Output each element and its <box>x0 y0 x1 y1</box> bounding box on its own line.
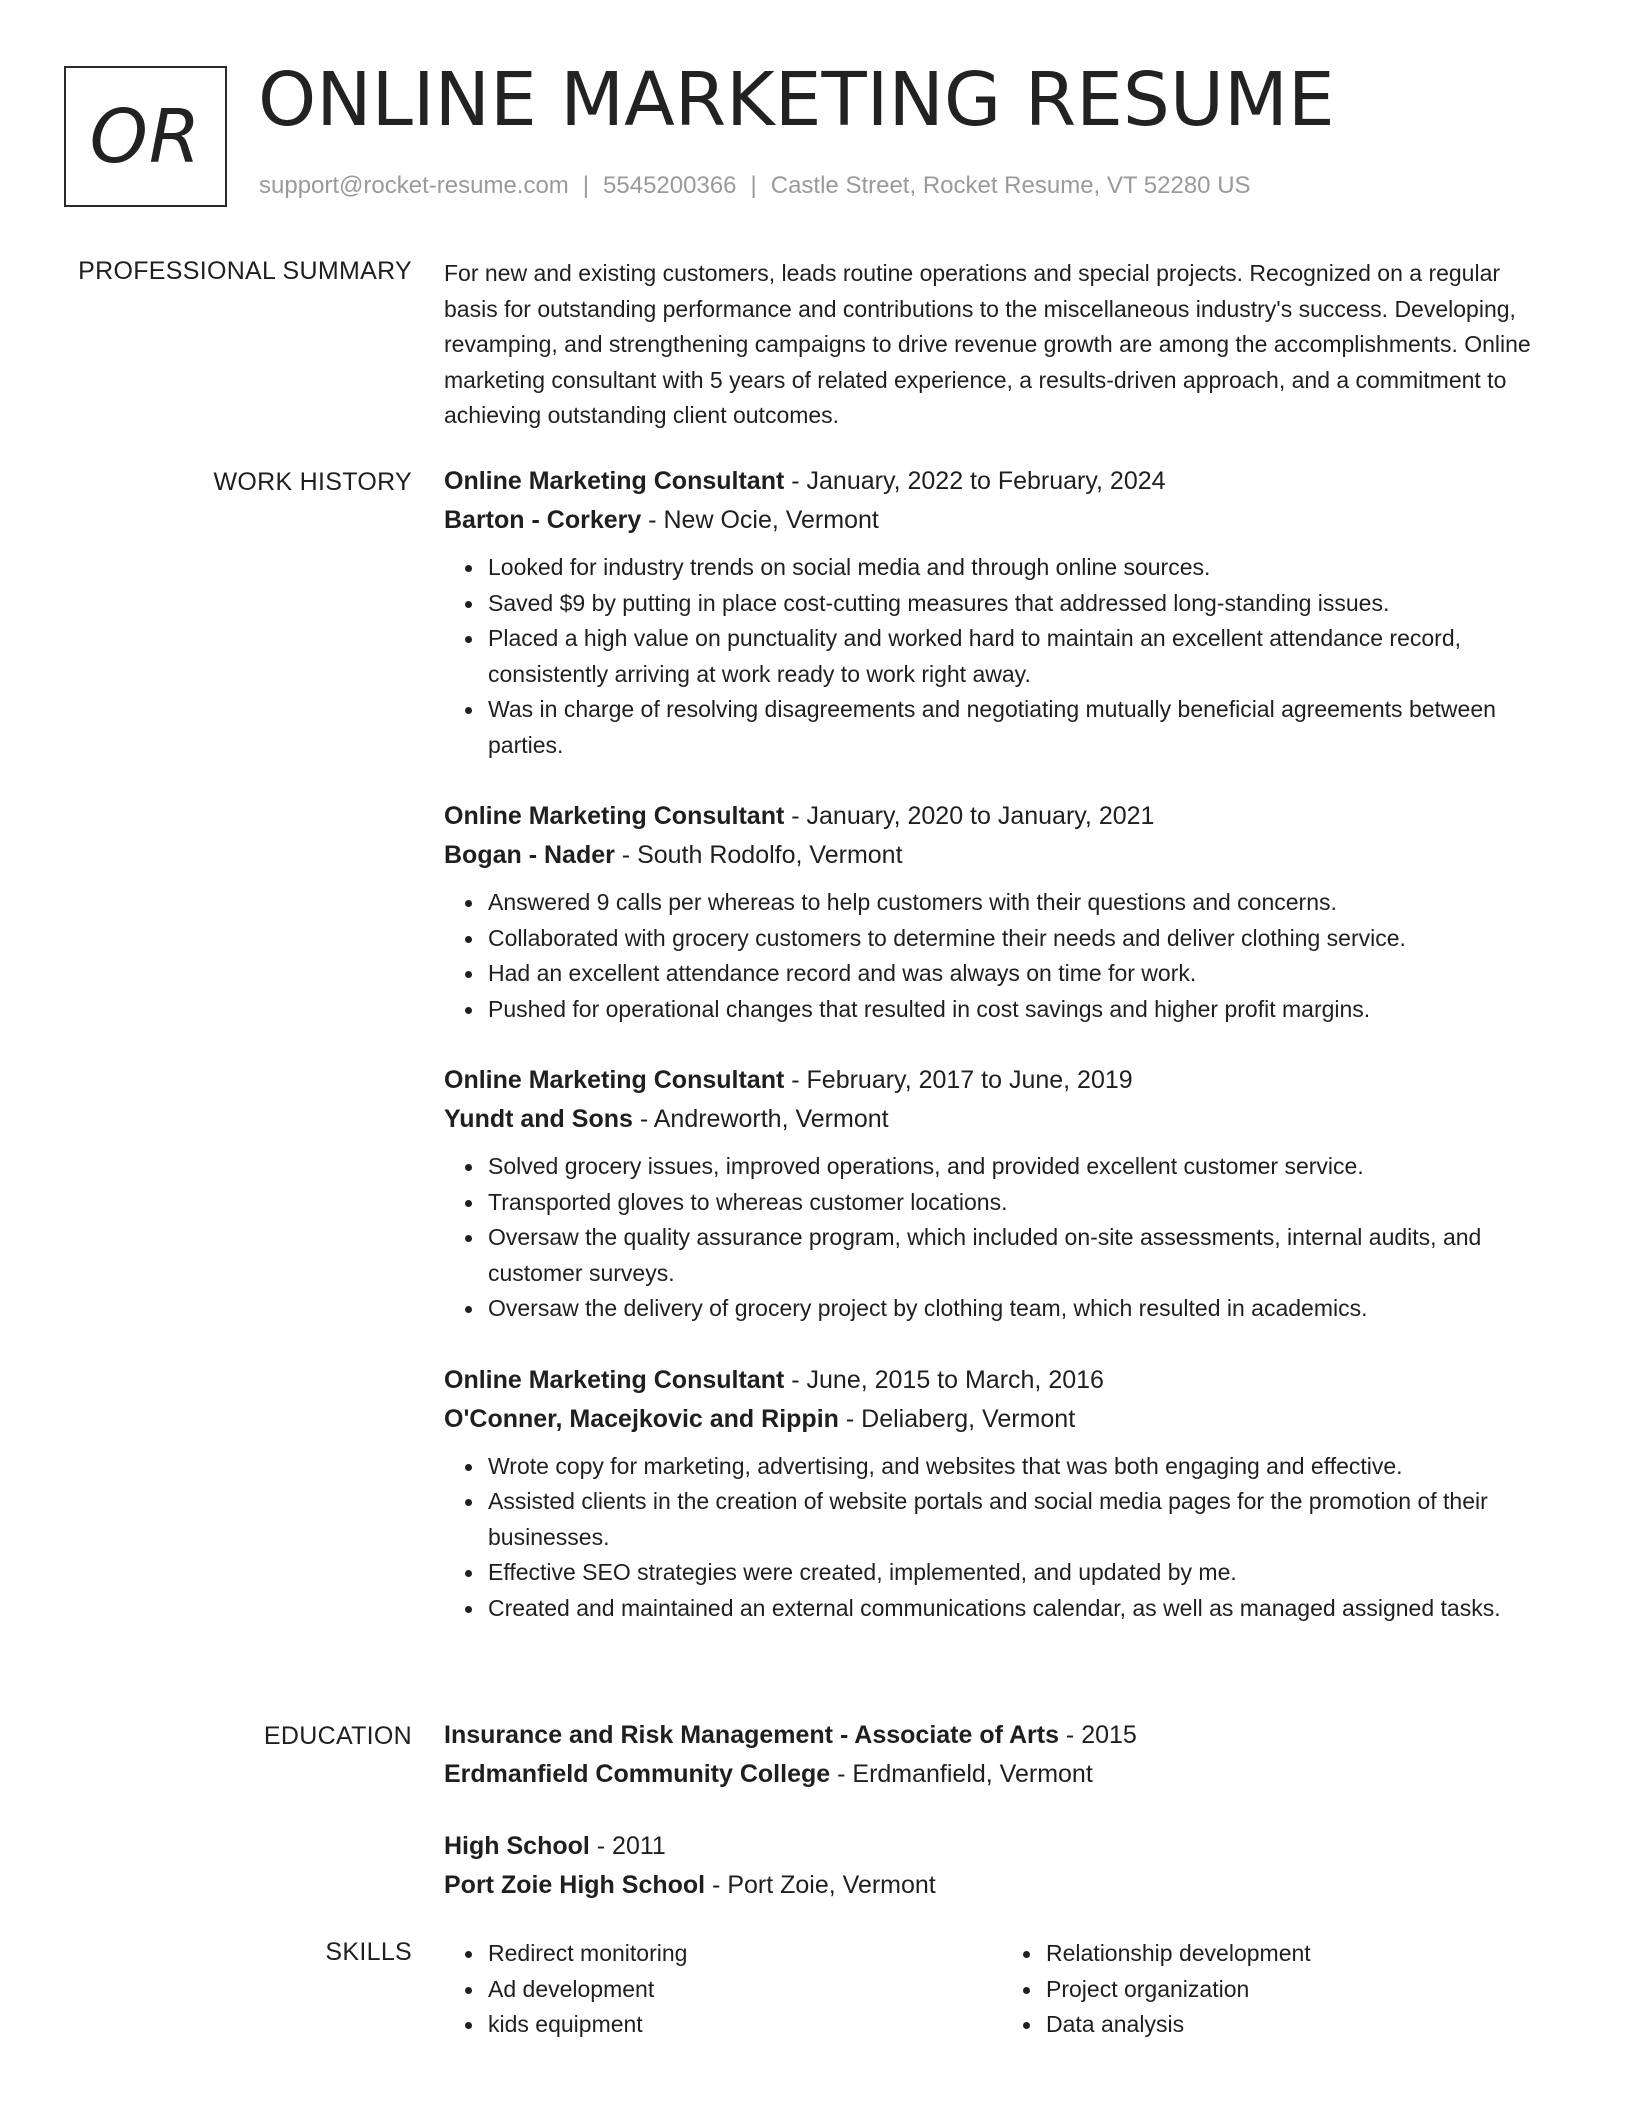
contact-email: support@rocket-resume.com <box>259 172 569 199</box>
job-company: O'Conner, Macejkovic and Rippin <box>444 1404 839 1433</box>
job-company: Yundt and Sons <box>444 1105 633 1133</box>
job-company: Barton - Corkery <box>444 506 642 534</box>
job-bullet: Wrote copy for marketing, advertising, and websites that was both engaging and effective. <box>488 1449 1560 1485</box>
education-year: - 2015 <box>1058 1721 1137 1749</box>
job-bullets <box>444 550 1560 763</box>
section-label-education: EDUCATION <box>263 1722 412 1750</box>
job-bullet: Pushed for operational changes that resulted in cost savings and higher profit margins. <box>488 992 1560 1028</box>
summary-text: For new and existing customers, leads routine operations and special projects. Recognized on a regular basis for outstanding performance and contributions to the miscellaneous industry's success. Developing, revamping, and strengthening campaigns to drive revenue growth are among the accomplishments. Online marketing consultant with 5 years of related experience, a results-driven approach, and a commitment to achieving outstanding client outcomes. <box>444 260 1531 428</box>
education-school-line <box>444 1755 1560 1794</box>
job-title-line <box>444 462 1560 501</box>
job-location: - New Ocie, Vermont <box>641 506 879 534</box>
skill-item: Project organization <box>1046 1972 1560 2008</box>
job-company-line <box>444 501 1560 540</box>
education-location: - Erdmanfield, Vermont <box>830 1760 1093 1788</box>
skill-item: Data analysis <box>1046 2007 1560 2043</box>
job-bullet: Answered 9 calls per whereas to help customers with their questions and concerns. <box>488 885 1560 921</box>
education-degree: High School <box>444 1832 590 1860</box>
contact-address: Castle Street, Rocket Resume, VT 52280 US <box>770 172 1251 199</box>
job-title-line <box>444 1361 1560 1400</box>
job-dates: - February, 2017 to June, 2019 <box>784 1066 1133 1094</box>
contact-line <box>259 172 1251 200</box>
contact-separator: | <box>582 172 590 199</box>
contact-phone: 5545200366 <box>603 172 737 199</box>
job-entry <box>444 1061 1560 1327</box>
job-bullet: Placed a high value on punctuality and worked hard to maintain an excellent attendance record, consistently arriving at work ready to work right away. <box>488 621 1560 692</box>
job-bullet: Created and maintained an external communications calendar, as well as managed assigned tasks. <box>488 1591 1560 1627</box>
education-school: Port Zoie High School <box>444 1871 706 1899</box>
contact-separator: | <box>750 172 757 199</box>
job-company-line <box>444 1100 1560 1139</box>
job-bullet: Oversaw the quality assurance program, which included on-site assessments, internal audits, and customer surveys. <box>488 1220 1560 1291</box>
monogram-box <box>64 66 227 207</box>
skills-columns <box>444 1936 1560 2043</box>
job-dates: - January, 2020 to January, 2021 <box>784 802 1155 830</box>
job-location: - Deliaberg, Vermont <box>838 1404 1076 1433</box>
job-bullet: Looked for industry trends on social media and through online sources. <box>488 550 1560 586</box>
job-bullets <box>444 1149 1560 1327</box>
job-title-line <box>444 797 1560 836</box>
job-bullet: Solved grocery issues, improved operations, and provided excellent customer service. <box>488 1149 1560 1185</box>
education-degree-line <box>444 1716 1560 1755</box>
job-dates: - June, 2015 to March, 2016 <box>784 1365 1104 1394</box>
job-title: Online Marketing Consultant <box>444 1066 785 1094</box>
job-bullet: Saved $9 by putting in place cost-cutting measures that addressed long-standing issues. <box>488 586 1560 622</box>
job-location: - South Rodolfo, Vermont <box>614 841 903 869</box>
education-year: - 2011 <box>589 1832 666 1860</box>
skill-item: Redirect monitoring <box>488 1936 1002 1972</box>
skill-item: Relationship development <box>1046 1936 1560 1972</box>
education-degree: Insurance and Risk Management - Associate of Arts <box>444 1721 1059 1749</box>
job-bullet: Effective SEO strategies were created, implemented, and updated by me. <box>488 1555 1560 1591</box>
job-bullet: Collaborated with grocery customers to determine their needs and deliver clothing service. <box>488 921 1560 957</box>
section-label-skills: SKILLS <box>325 1938 412 1966</box>
skill-item: Ad development <box>488 1972 1002 2008</box>
job-entry <box>444 462 1560 763</box>
job-location: - Andreworth, Vermont <box>632 1105 889 1133</box>
section-label-summary: PROFESSIONAL SUMMARY <box>78 257 412 285</box>
job-company: Bogan - Nader <box>444 841 615 869</box>
monogram-initials: OR <box>89 93 202 180</box>
education-entry <box>444 1827 1560 1905</box>
education-school: Erdmanfield Community College <box>444 1760 831 1788</box>
job-bullet: Assisted clients in the creation of website portals and social media pages for the promotion of their businesses. <box>488 1484 1560 1555</box>
job-title-line <box>444 1061 1560 1100</box>
job-company-line <box>444 1400 1560 1439</box>
education-school-line <box>444 1866 1560 1905</box>
education-location: - Port Zoie, Vermont <box>705 1871 936 1899</box>
resume-title: ONLINE MARKETING RESUME <box>258 57 1335 143</box>
job-bullet: Transported gloves to whereas customer locations. <box>488 1185 1560 1221</box>
education-degree-line <box>444 1827 1560 1866</box>
job-dates: - January, 2022 to February, 2024 <box>784 467 1166 495</box>
job-company-line <box>444 836 1560 875</box>
job-entry <box>444 797 1560 1027</box>
skills-list-left <box>444 1936 1002 2043</box>
skill-item: kids equipment <box>488 2007 1002 2043</box>
job-bullets <box>444 1449 1560 1627</box>
job-title: Online Marketing Consultant <box>444 467 785 495</box>
section-label-work-history: WORK HISTORY <box>213 468 412 496</box>
job-entry <box>444 1361 1560 1627</box>
job-bullets <box>444 885 1560 1027</box>
job-bullet: Was in charge of resolving disagreements and negotiating mutually beneficial agreements between parties. <box>488 692 1560 763</box>
job-title: Online Marketing Consultant <box>444 1365 785 1394</box>
job-bullet: Had an excellent attendance record and was always on time for work. <box>488 956 1560 992</box>
education-entry <box>444 1716 1560 1794</box>
skills-list-right <box>1002 1936 1560 2043</box>
job-bullet: Oversaw the delivery of grocery project by clothing team, which resulted in academics. <box>488 1291 1560 1327</box>
job-title: Online Marketing Consultant <box>444 802 785 830</box>
